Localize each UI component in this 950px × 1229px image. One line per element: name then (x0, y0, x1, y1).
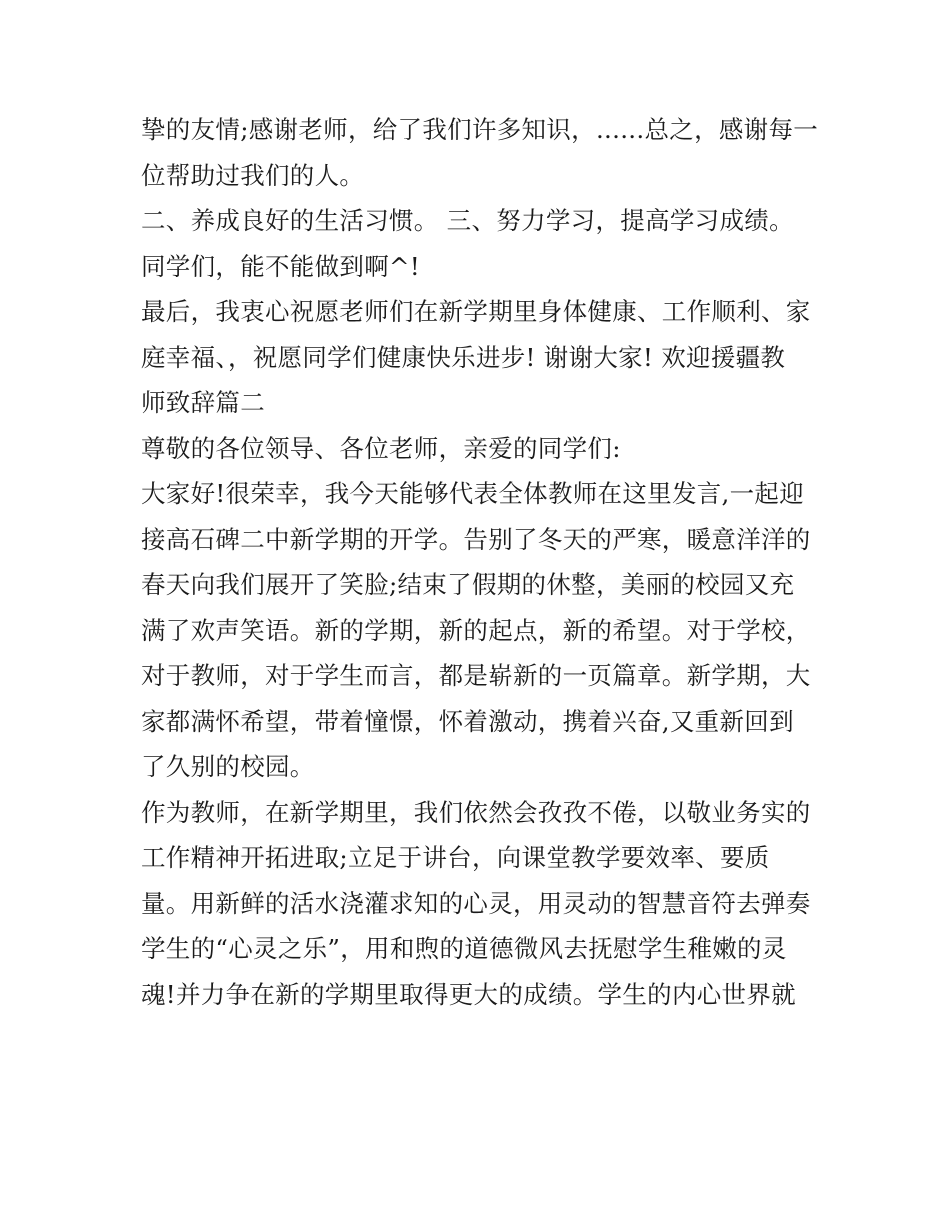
text-line: 家都满怀希望，带着憧憬，怀着激动，携着兴奋,又重新回到 (141, 706, 794, 736)
text-line: 接高石碑二中新学期的开学。告别了冬天的严寒，暖意洋洋的 (141, 524, 811, 554)
salutation-line: 尊敬的各位领导、各位老师，亲爱的同学们: (141, 433, 621, 463)
text-line: 最后，我衷心祝愿老师们在新学期里身体健康、工作顺利、家 (141, 297, 811, 326)
text-line: 满了欢声笑语。新的学期，新的起点，新的希望。对于学校， (141, 615, 811, 645)
section-heading-line: 师致辞篇二 (141, 388, 265, 417)
text-line: 春天向我们展开了笑脸;结束了假期的休整，美丽的校园又充 (141, 570, 795, 599)
text-line: 量。用新鲜的活水浇灌求知的心灵，用灵动的智慧音符去弹奏 (141, 888, 811, 918)
text-line: 对于教师，对于学生而言，都是崭新的一页篇章。新学期，大 (141, 661, 811, 690)
text-line: 大家好!很荣幸，我今天能够代表全体教师在这里发言,一起迎 (141, 479, 805, 508)
document-body (141, 107, 831, 1017)
text-line: 工作精神开拓进取;立足于讲台，向课堂教学要效率、要质 (141, 843, 770, 872)
text-line: 位帮助过我们的人。 (141, 160, 365, 190)
text-line: 庭幸福、，祝愿同学们健康快乐进步! 谢谢大家! 欢迎援疆教 (141, 342, 786, 372)
text-line: 学生的“心灵之乐”，用和煦的道德微风去抚慰学生稚嫩的灵 (141, 934, 787, 963)
text-line: 魂!并力争在新的学期里取得更大的成绩。学生的内心世界就 (141, 979, 796, 1009)
text-line: 作为教师，在新学期里，我们依然会孜孜不倦，以敬业务实的 (141, 797, 811, 827)
text-line: 了久别的校园。 (141, 752, 315, 781)
text-line: 挚的友情;感谢老师，给了我们许多知识，......总之，感谢每一 (141, 115, 819, 144)
text-line: 同学们，能不能做到啊^! (141, 251, 420, 281)
text-line: 二、养成良好的生活习惯。 三、努力学习，提高学习成绩。 (141, 206, 794, 235)
